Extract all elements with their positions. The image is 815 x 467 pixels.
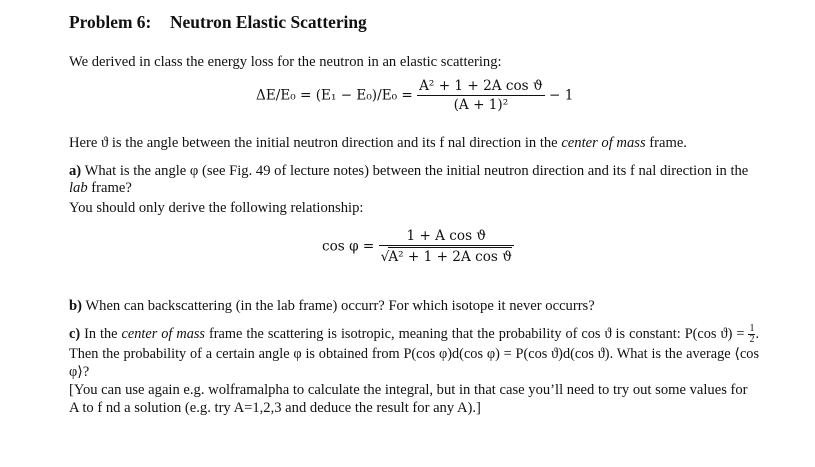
angle-note (69, 134, 687, 152)
eq2-numerator: 1 + A cos ϑ (379, 228, 514, 246)
eq1-fraction (417, 78, 545, 113)
derive-note: You should only derive the following relationship: (69, 200, 364, 216)
eq2-denominator: A² + 1 + 2A cos ϑ (388, 249, 512, 265)
part-a-label: a) (69, 163, 82, 179)
angle-note-emph: center of mass (561, 135, 646, 151)
eq1-denominator: (A + 1)² (453, 97, 509, 113)
part-c-text4: average ⟨cos φ⟩? (69, 346, 760, 380)
eq1-tail: − 1 (549, 87, 574, 104)
part-c-text3: . Then the probability of a certain angle φ is obtained from P(cos φ)d(cos φ) = P(cos ϑ)d(cos ϑ). What is the (69, 325, 760, 362)
part-a-line2-rest: frame? (87, 180, 132, 196)
hint-line-2: A to f nd a solution (e.g. try A=1,2,3 and deduce the result for any A).] (69, 400, 481, 416)
cos-phi-equation (322, 228, 514, 265)
part-b (69, 297, 595, 315)
part-a-text: What is the angle φ (see Fig. 49 of lecture notes) between the initial neutron direction and its f nal direction in the (84, 163, 749, 179)
eq2-lhs: cos φ = (322, 238, 375, 255)
hint-line-1: [You can use again e.g. wolframalpha to calculate the integral, but in that case you’ll need to try out some values for (69, 382, 748, 398)
part-c (69, 324, 759, 381)
eq1-lhs: ΔE/E₀ = (E₁ − E₀)/E₀ = (256, 87, 413, 104)
part-a-lab: lab (69, 180, 88, 196)
energy-loss-equation (256, 78, 573, 113)
half-numerator: 1 (749, 323, 755, 334)
part-c-text1: In the (84, 325, 122, 342)
angle-note-suffix: frame. (645, 135, 687, 151)
problem-number: Problem 6: (69, 12, 152, 32)
part-c-label: c) (69, 325, 81, 342)
eq2-denominator-wrap (379, 246, 514, 265)
part-b-label: b) (69, 298, 82, 314)
sqrt-icon: √ (380, 249, 390, 265)
part-c-emph: center of mass (121, 325, 205, 342)
part-a-line2 (69, 179, 132, 197)
problem-heading (69, 12, 367, 33)
half-denominator: 2 (749, 334, 755, 345)
intro-text: We derived in class the energy loss for the neutron in an elastic scattering: (69, 54, 502, 70)
eq1-numerator: A² + 1 + 2A cos ϑ (419, 78, 543, 94)
part-a (69, 162, 748, 180)
part-c-text2: frame the scattering is isotropic, meaning that the probability of cos ϑ is constant: P(cos ϑ) = (205, 325, 745, 342)
angle-note-prefix: Here ϑ is the angle between the initial neutron direction and its f nal direction in the (69, 135, 562, 151)
eq2-fraction (379, 228, 514, 265)
part-b-text: When can backscattering (in the lab frame) occurr? For which isotope it never occurrs? (85, 298, 595, 314)
problem-title: Neutron Elastic Scattering (170, 12, 367, 32)
